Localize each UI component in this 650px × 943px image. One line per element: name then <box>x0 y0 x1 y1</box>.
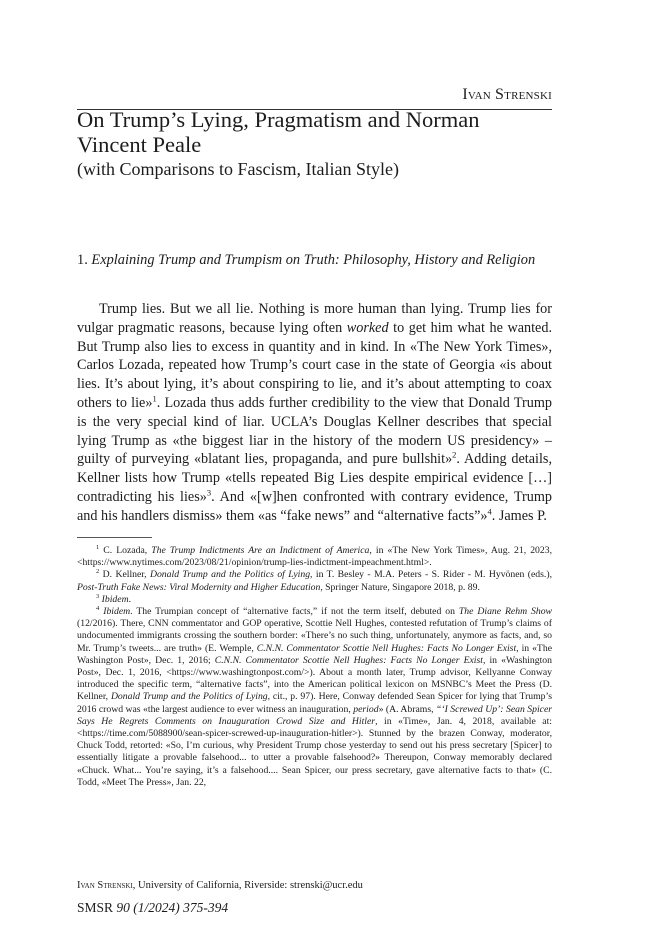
note-ref: 2 <box>96 568 100 576</box>
italic-run: “‘I Screwed Up’: Sean Spicer Says He Regrets Comments on Inauguration Crowd Size and Hitler <box>77 703 553 727</box>
text-run: Trump lies. But we all lie. Nothing is more human than lying. Trump lies for vulgar pragmatic reasons, because lying often <box>77 301 552 336</box>
text-run: , in «Time», Jan. 4, 2018, available at: <https://time.com/5088900/sean-spicer-screwed-up-inauguration-hitler>). Stunned by the brazen Conway, moderator, Chuck Todd, retorted: «So, I’m curious, why President Trump chose yesterday to send out his press secretary [Spicer] to essentially litigate a provable falsehood... to utter a provable falsehood?» Thereupon, Conway memorably declared «Chuck. What... You’re saying, it’s a falsehood.... Sean Spicer, our press secretary, gave alternative facts to that» (C. Todd, «Meet The Press», Jan. 22, <box>77 715 552 788</box>
note-ref: 3 <box>96 592 100 600</box>
running-head <box>77 82 552 110</box>
affiliation-text: , University of California, Riverside: strenski@ucr.edu <box>132 880 363 891</box>
journal-abbr: SMSR <box>77 900 114 915</box>
body-paragraph <box>77 300 552 526</box>
text-run: C. Lozada, <box>99 545 152 556</box>
section-heading <box>77 250 552 270</box>
article-subtitle: (with Comparisons to Fascism, Italian Style) <box>77 159 399 179</box>
text-run: » (A. Abrams, <box>378 703 436 715</box>
italic-run: Ibidem <box>103 606 131 618</box>
text-run: , in «The New York Times», Aug. 21, 2023, <https://www.nytimes.com/2023/08/21/opinion/trump-lies-indictment-impeachment.html>. <box>77 545 553 569</box>
text-run: . <box>128 593 131 605</box>
affiliation-author: Ivan Strenski <box>77 880 133 891</box>
section-number: 1. <box>77 252 88 268</box>
note-ref: 4 <box>96 604 100 612</box>
text-run: . Adding details, Kellner lists how Trump «tells repeated Big Lies despite empirical evidence […] contradicting his lies» <box>77 451 552 505</box>
italic-run: worked <box>346 319 389 336</box>
author-affiliation <box>77 880 552 891</box>
italic-run: Ibidem <box>101 593 129 605</box>
italic-run: Donald Trump and the Politics of Lying <box>149 569 311 581</box>
italic-run: C.N.N. Commentator Scottie Nell Hughes: Facts No Longer Exist <box>256 642 517 654</box>
article-title: On Trump’s Lying, Pragmatism and Norman Vincent Peale <box>77 107 480 157</box>
text-run: . And «[w]hen confronted with contrary evidence, Trump and his handlers dismiss» them «as “fake news” and “alternative facts”» <box>77 488 552 524</box>
section-title: Explaining Trump and Trumpism on Truth: Philosophy, History and Religion <box>91 252 536 268</box>
italic-run: C.N.N. Commentator Scottie Nell Hughes: Facts No Longer Exist <box>214 654 483 666</box>
text-run: , in «Washington Post», Dec. 1, 2016, <https://www.washingtonpost.com/>). About a month later, Trump advisor, Kellyanne Conway introduced the specific term, “alternative facts”, into the American political lexicon on MSNBC’s Meet the Press (D. Kellner, <box>77 654 552 703</box>
text-run: , in T. Besley - M.A. Peters - S. Rider - M. Hyvönen (eds.), <box>310 569 552 581</box>
footnote-separator <box>77 537 152 538</box>
footnote-3 <box>77 594 552 606</box>
text-run: , in «The Washington Post», Dec. 1, 2016; <box>77 642 552 666</box>
note-ref: 1 <box>96 543 100 551</box>
text-run: , Springer Nature, Singapore 2018, p. 89. <box>320 581 480 593</box>
note-ref: 3 <box>206 487 212 498</box>
running-head-author: Ivan Strenski <box>462 86 552 103</box>
footnote-2 <box>77 569 552 593</box>
text-run: (12/2016). There, CNN commentator and GOP operative, Scottie Nell Hughes, contested refutation of Trump’s claims of undocumented immigrants crossing the southern border: «There’s no such thing, unfortunately, anymore as facts, and, so Mr. Trump’s tweets... are truth» (E. Wemple, <box>77 618 552 654</box>
journal-citation: 90 (1/2024) 375-394 <box>116 900 229 915</box>
italic-run: period <box>353 703 379 715</box>
journal-reference <box>77 900 228 916</box>
text-run: D. Kellner, <box>99 569 150 581</box>
text-run: to get him what he wanted. But Trump also lies to excess in quantity and in kind. In «The New York Times», Carlos Lozada, repeated how Trump’s court case in the state of Georgia «is about lies. It’s about lying, it’s about conspiring to lie, and it’s about attempting to coax others to lie» <box>77 319 552 411</box>
footnote-4 <box>77 606 552 789</box>
text-run: . James P. <box>491 507 547 524</box>
note-ref: 4 <box>487 506 492 517</box>
text-run: , cit., p. 97). Here, Conway defended Sean Spicer for lying that Trump’s 2016 crowd was «the largest audience to ever witness an inauguration, <box>77 691 552 715</box>
text-run: . Lozada thus adds further credibility to the view that Donald Trump is the very special kind of liar. UCLA’s Douglas Kellner describes that special lying Trump as «the biggest liar in the history of the modern US presidency» – guilty of purveying «blatant lies, propaganda, and pure bullshit» <box>77 394 552 468</box>
italic-run: Post-Truth Fake News: Viral Modernity and Higher Education <box>77 581 321 593</box>
note-ref: 2 <box>452 449 457 460</box>
note-ref: 1 <box>152 393 157 404</box>
italic-run: The Diane Rehm Show <box>458 606 553 618</box>
footnotes <box>77 545 552 789</box>
italic-run: Donald Trump and the Politics of Lying <box>110 691 268 703</box>
footnote-1 <box>77 545 552 569</box>
text-run: . The Trumpian concept of “alternative facts,” if not the term itself, debuted on <box>130 606 459 618</box>
italic-run: The Trump Indictments Are an Indictment of America <box>151 545 370 556</box>
